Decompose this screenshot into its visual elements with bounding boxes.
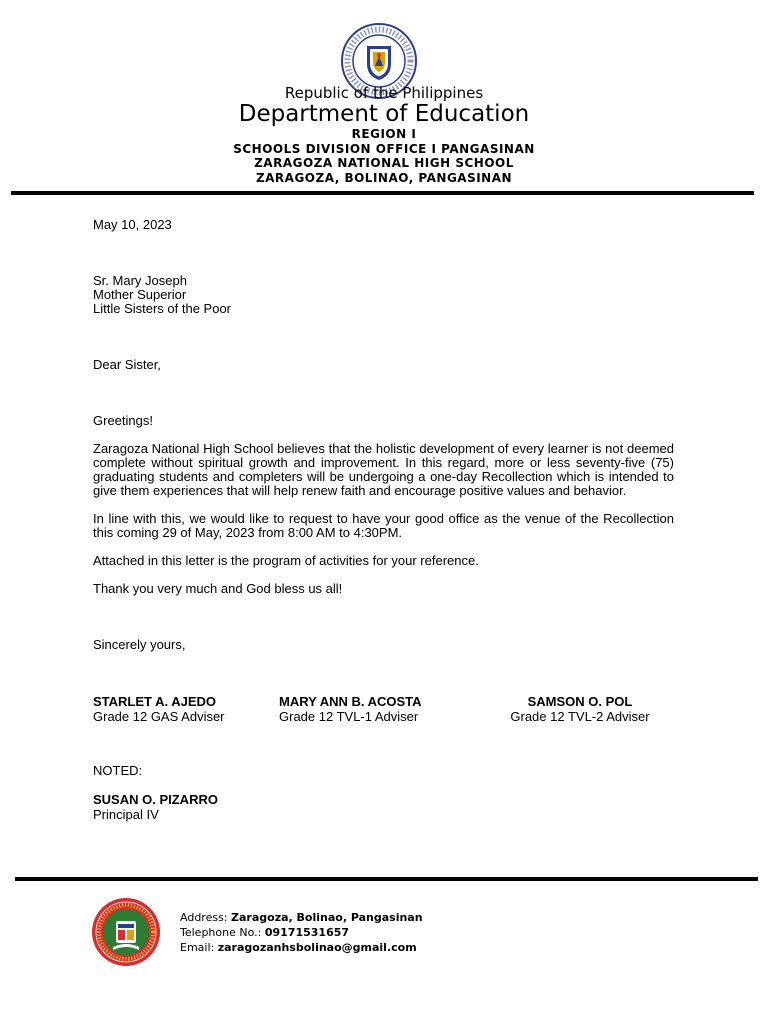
letter-date: May 10, 2023 [93, 217, 172, 232]
signatory-name: STARLET A. AJEDO [93, 694, 217, 709]
footer-email [180, 940, 423, 955]
signatory-gas [93, 694, 225, 724]
noted-by [93, 792, 218, 822]
signatory-tvl2 [500, 694, 660, 724]
footer-address [180, 910, 423, 925]
header-divider [11, 191, 754, 195]
paragraph-request: In line with this, we would like to request to have your good office as the venue of the Recollection this coming 29 of May, 2023 from 8:00 AM to 4:30PM. [93, 511, 674, 540]
paragraph-thanks: Thank you very much and God bless us all! [93, 581, 343, 596]
footer-divider [15, 877, 758, 881]
signatory-tvl1 [279, 694, 422, 724]
email-label: Email: [180, 941, 215, 954]
salutation: Dear Sister, [93, 357, 161, 372]
greeting: Greetings! [93, 413, 153, 428]
footer-phone [180, 925, 423, 940]
signatory-title: Grade 12 TVL-2 Adviser [510, 709, 650, 724]
footer-contact [180, 910, 423, 955]
school-seal-logo [91, 897, 161, 967]
principal-title: Principal IV [93, 807, 159, 822]
recipient-block [93, 274, 231, 316]
recipient-org: Little Sisters of the Poor [93, 301, 232, 316]
school-address-heading: ZARAGOZA, BOLINAO, PANGASINAN [255, 170, 513, 185]
school-heading: ZARAGOZA NATIONAL HIGH SCHOOL [254, 156, 514, 170]
paragraph-intro: Zaragoza National High School believes that the holistic development of every learner is not deemed complete without spiritual growth and improvement. In this regard, more or less seventy-five (75) graduating students and completers will be undergoing a one-day Recollection which is intended to give them experiences that will help renew faith and encourage positive values and behavior. [93, 441, 674, 498]
department-heading: Department of Education [238, 101, 530, 127]
closing: Sincerely yours, [93, 637, 186, 652]
signatory-title: Grade 12 GAS Adviser [93, 709, 225, 724]
principal-name: SUSAN O. PIZARRO [93, 792, 218, 807]
paragraph-attachment: Attached in this letter is the program of activities for your reference. [93, 553, 479, 568]
noted-label: NOTED: [93, 763, 143, 778]
signatory-name: SAMSON O. POL [527, 694, 633, 709]
signatory-title: Grade 12 TVL-1 Adviser [279, 709, 419, 724]
phone-value: 09171531657 [264, 926, 350, 939]
email-value: zaragozanhsbolinao@gmail.com [217, 941, 417, 954]
address-value: Zaragoza, Bolinao, Pangasinan [231, 911, 423, 924]
republic-heading: Republic of the Philippines [284, 84, 484, 102]
address-label: Address: [180, 911, 228, 924]
signatory-name: MARY ANN B. ACOSTA [279, 694, 422, 709]
phone-label: Telephone No.: [180, 926, 262, 939]
recipient-name: Sr. Mary Joseph [93, 273, 187, 288]
region-heading: REGION I [351, 127, 417, 141]
recipient-title: Mother Superior [93, 287, 187, 302]
division-heading: SCHOOLS DIVISION OFFICE I PANGASINAN [233, 141, 535, 156]
